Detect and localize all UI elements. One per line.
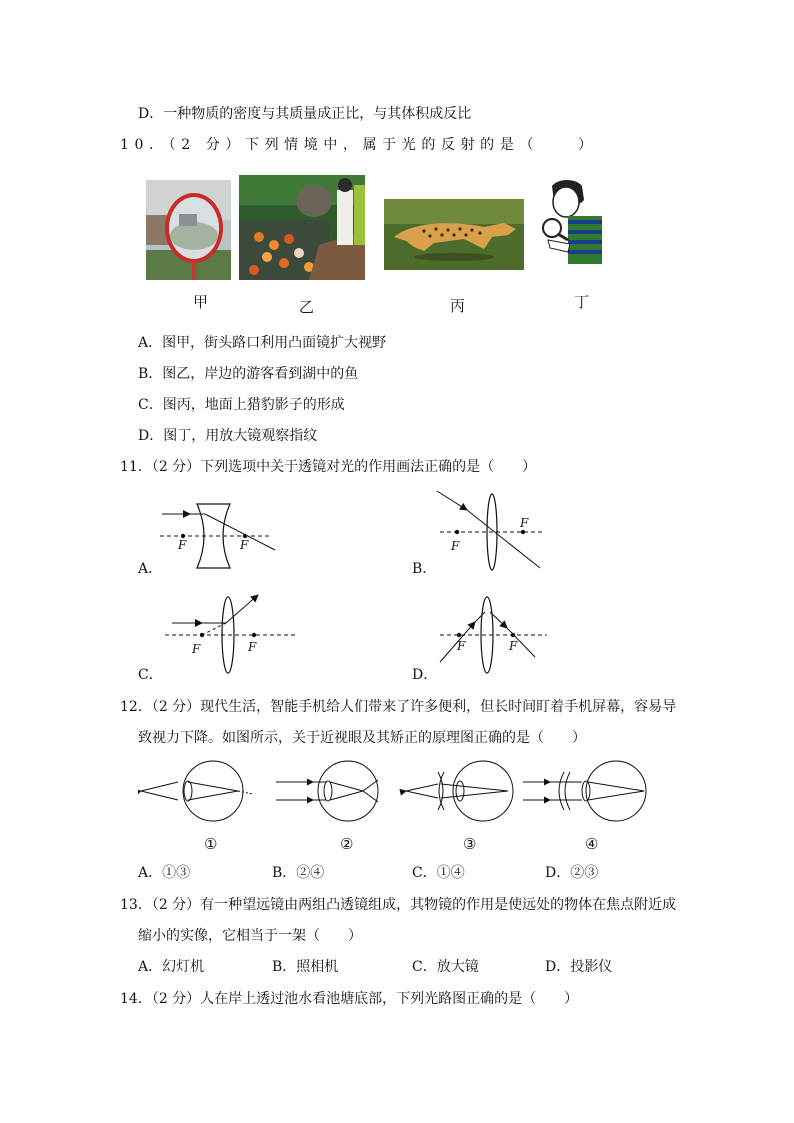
q11-diagram-d — [435, 592, 550, 680]
q11-diagram-a — [150, 496, 285, 576]
q14-stem: 14．（2 分）人在岸上透过池水看池塘底部，下列光路图正确的是（ ） — [120, 991, 579, 1007]
q11-d-focus-right: F — [509, 639, 518, 653]
q12-stem-line2: 致视力下降。如图所示，关于近视眼及其矫正的原理图正确的是（ ） — [138, 730, 586, 746]
q12-option-b: B．②④ — [272, 865, 325, 881]
q11-d-focus-left: F — [457, 639, 466, 653]
q13-stem-line1: 13．（2 分）有一种望远镜由两组凸透镜组成，其物镜的作用是使远处的物体在焦点附近成 — [120, 897, 677, 913]
q12-stem-line1: 12．（2 分）现代生活，智能手机给人们带来了许多便利，但长时间盯着手机屏幕，容易导 — [120, 699, 677, 715]
q10-option-b: B．图乙，岸边的游客看到湖中的鱼 — [138, 366, 359, 382]
q10-option-a: A．图甲，街头路口利用凸面镜扩大视野 — [138, 335, 387, 351]
q12-eye-diagrams — [138, 758, 658, 828]
q11-label-c: C． — [138, 667, 163, 683]
q12-option-c: C．①④ — [412, 865, 465, 881]
q11-label-a: A． — [138, 561, 163, 577]
q12-figure-4: ④ — [585, 835, 599, 853]
q12-option-d: D．②③ — [545, 865, 599, 881]
q11-c-focus-right: F — [248, 640, 257, 654]
q12-figure-3: ③ — [463, 835, 477, 853]
q11-b-focus-left: F — [451, 539, 460, 553]
q11-stem: 11．（2 分）下列选项中关于透镜对光的作用画法正确的是（ ） — [120, 459, 537, 475]
q12-figure-2: ② — [340, 835, 354, 853]
q11-a-focus-right: F — [240, 538, 249, 552]
q11-label-d: D． — [412, 667, 438, 683]
q11-diagram-c — [160, 590, 300, 680]
q10-caption-bing: 丙 — [450, 297, 466, 315]
q13-option-a: A．幻灯机 — [138, 959, 205, 975]
q10-caption-ding: 丁 — [574, 293, 590, 311]
q13-stem-line2: 缩小的实像，它相当于一架（ ） — [138, 928, 362, 944]
q11-c-focus-left: F — [192, 642, 201, 656]
q11-b-focus-right: F — [520, 516, 529, 530]
q11-diagram-b — [435, 488, 550, 576]
q9-option-d: D．一种物质的密度与其质量成正比，与其体积成反比 — [138, 106, 472, 122]
q12-option-a: A．①③ — [138, 865, 191, 881]
q10-photo-convex-mirror — [146, 180, 231, 280]
q13-option-b: B．照相机 — [272, 959, 339, 975]
q13-option-c: C．放大镜 — [412, 959, 479, 975]
q11-label-b: B． — [412, 561, 437, 577]
q10-caption-yi: 乙 — [299, 298, 315, 316]
q10-stem: 10．（2 分）下列情境中，属于光的反射的是（ ） — [120, 137, 598, 153]
q12-figure-1: ① — [204, 835, 218, 853]
q10-photo-cheetah — [384, 199, 524, 270]
q13-option-d: D．投影仪 — [545, 959, 613, 975]
q10-drawing-magnifier — [538, 178, 608, 268]
q10-photo-lake-fish — [239, 175, 365, 280]
q10-option-c: C．图丙，地面上猎豹影子的形成 — [138, 397, 345, 413]
q11-a-focus-left: F — [178, 538, 187, 552]
q10-option-d: D．图丁，用放大镜观察指纹 — [138, 428, 318, 444]
q10-caption-jia: 甲 — [193, 293, 209, 311]
